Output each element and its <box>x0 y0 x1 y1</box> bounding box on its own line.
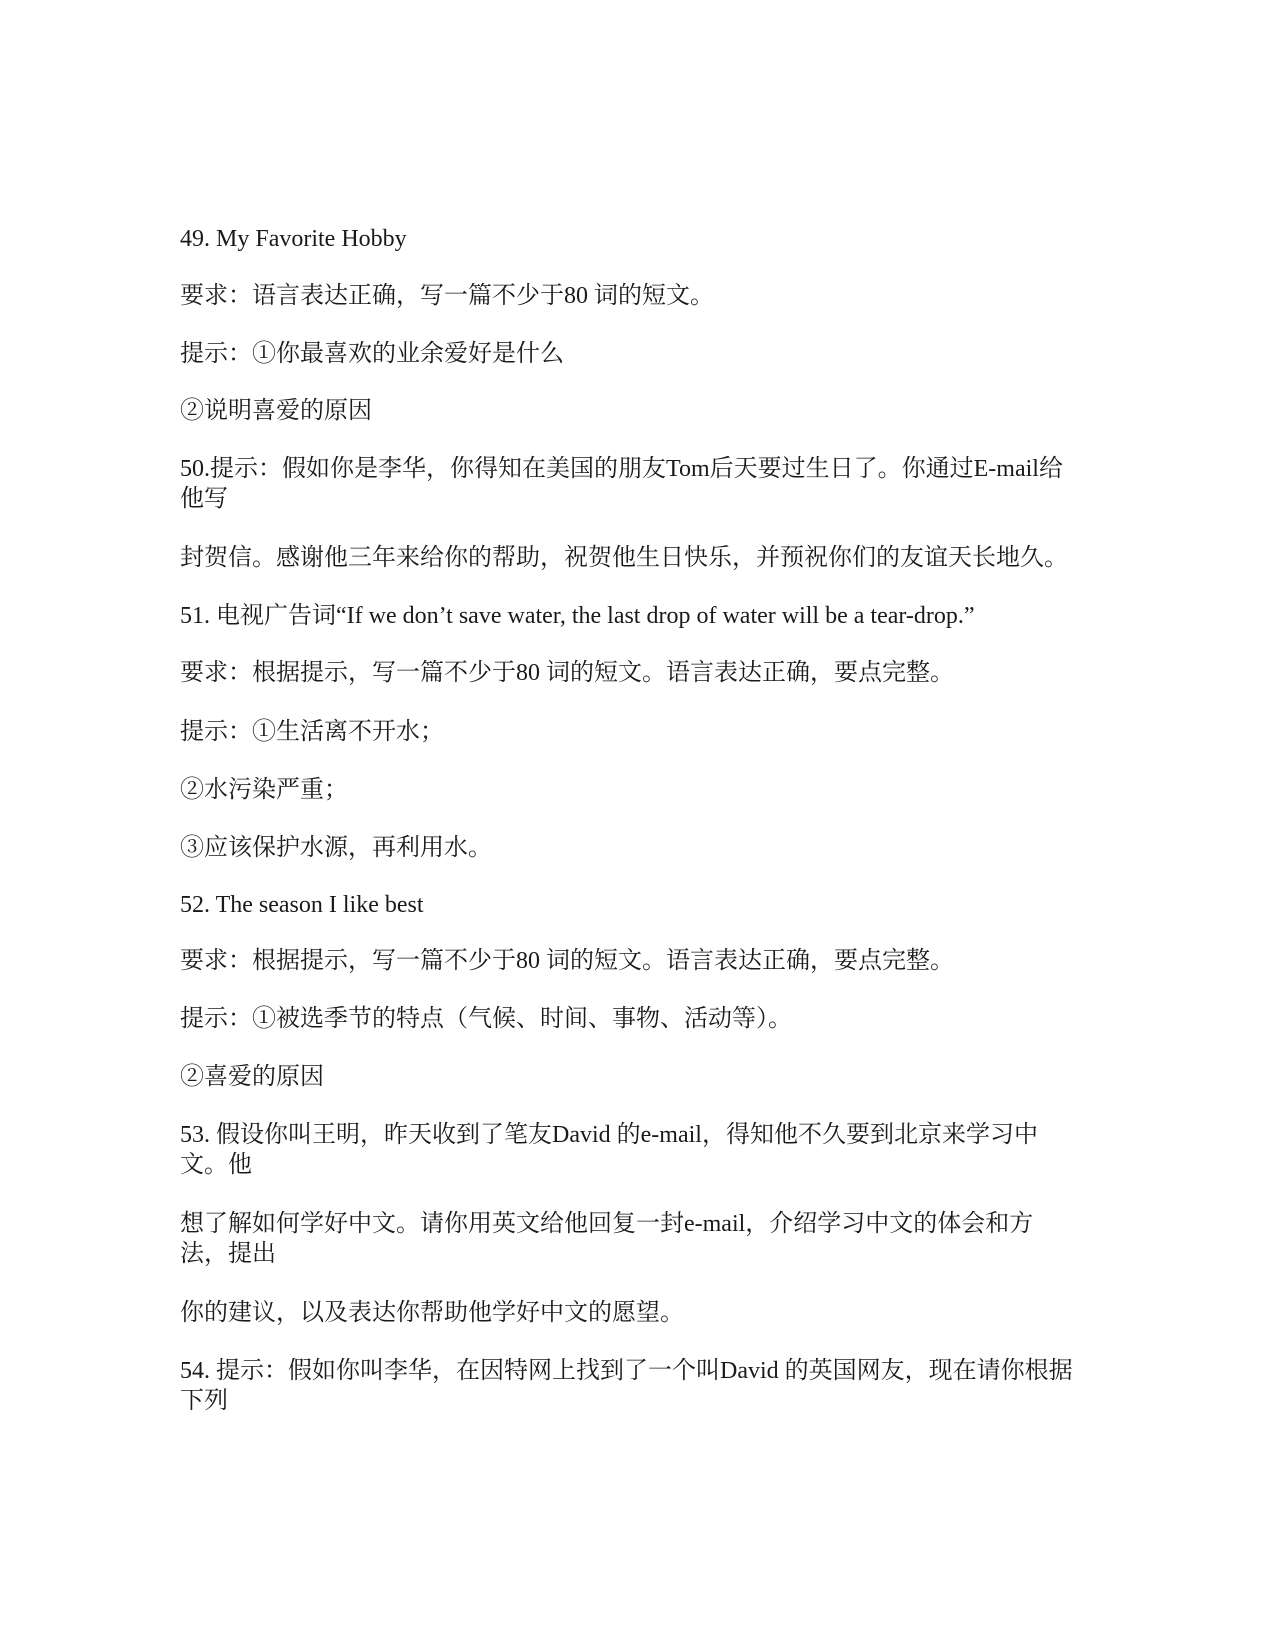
q51-hint-3: ③应该保护水源，再利用水。 <box>180 835 492 861</box>
q51-hint-1: 提示：①生活离不开水； <box>180 719 444 745</box>
q49-title: 49. My Favorite Hobby <box>180 226 407 252</box>
q49-hint-1: 提示：①你最喜欢的业余爱好是什么 <box>180 341 564 367</box>
document-page <box>180 0 1080 1650</box>
q54-prompt: 54. 提示：假如你叫李华，在因特网上找到了一个叫David 的英国网友，现在请你根据下列 <box>180 1358 1073 1414</box>
q52-requirement: 要求：根据提示，写一篇不少于80 词的短文。语言表达正确，要点完整。 <box>180 948 954 974</box>
q53-prompt: 53. 假设你叫王明，昨天收到了笔友David 的e-mail，得知他不久要到北京来学习中文。他 <box>180 1122 1038 1178</box>
q49-requirement: 要求：语言表达正确，写一篇不少于80 词的短文。 <box>180 283 714 309</box>
q53-prompt-cont: 想了解如何学好中文。请你用英文给他回复一封e-mail，介绍学习中文的体会和方法，提出 <box>180 1211 1034 1267</box>
q49-hint-2: ②说明喜爱的原因 <box>180 398 372 424</box>
q52-hint-2: ②喜爱的原因 <box>180 1064 324 1090</box>
q51-requirement: 要求：根据提示，写一篇不少于80 词的短文。语言表达正确，要点完整。 <box>180 660 954 686</box>
q53-prompt-end: 你的建议，以及表达你帮助他学好中文的愿望。 <box>180 1300 684 1326</box>
q51-hint-2: ②水污染严重； <box>180 777 348 803</box>
q52-title: 52. The season I like best <box>180 892 424 918</box>
q50-prompt: 50.提示：假如你是李华，你得知在美国的朋友Tom后天要过生日了。你通过E-mail给他写 <box>180 456 1063 512</box>
q52-hint-1: 提示：①被选季节的特点（气候、时间、事物、活动等）。 <box>180 1006 792 1032</box>
q50-prompt-cont: 封贺信。感谢他三年来给你的帮助，祝贺他生日快乐，并预祝你们的友谊天长地久。 <box>180 545 1068 571</box>
q51-prompt: 51. 电视广告词“If we don’t save water, the last drop of water will be a tear-drop.” <box>180 603 975 629</box>
